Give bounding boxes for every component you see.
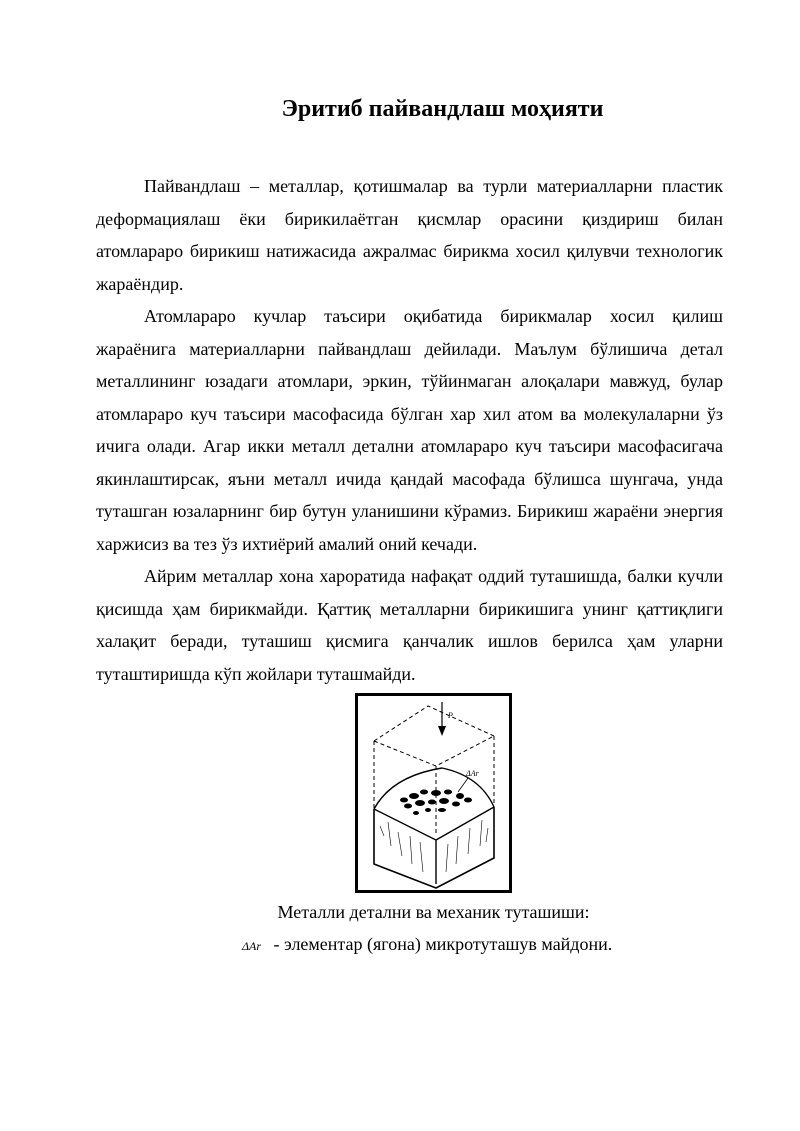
paragraph-1: Пайвандлаш – металлар, қотишмалар ва турли материалларни пластик деформациялаш ёки бирикилаётган қисмлар орасини қиздириш билан атомлараро бирикиш натижасида ажралмас бирикма хосил қилувчи технологик жараёндир. [96, 176, 723, 294]
body-text [96, 170, 723, 690]
paragraph-2: Атомлараро кучлар таъсири оқибатида бирикмалар хосил қилиш жараёнига материалларни пайвандлаш дейилади. Маълум бўлишича детал металлининг юзадаги атомлари, эркин, тўйинмаган алоқалари мавжуд, булар атомлараро куч таъсири масофасида бўлган хар хил атом ва молекулаларни ўз ичига олади. Агар икки металл детални атомлараро куч таъсири масофасигача якинлаштирсак, яъни металл ичида қандай масофада бўлишса шунгача, унда туташган юзаларнинг бир бутун уланишини кўрамиз. Бирикиш жараёни энергия харжисиз ва тез ўз ихтиёрий амалий оний кечади. [96, 306, 723, 554]
contact-diagram [358, 696, 509, 890]
legend-symbol: ΔAr [242, 939, 262, 953]
paragraph-3: Айрим металлар хона хароратида нафақат оддий туташишда, балки кучли қисишда ҳам бирикмайди. Қаттиқ металларни бирикишига унинг қаттиқлиги халақит беради, туташиш қисмига қанчалик ишлов берилса ҳам уларни туташтиришда кўп жойлари туташмайди. [96, 566, 723, 684]
force-arrow [438, 702, 446, 736]
page-title: Эритиб пайвандлаш моҳияти [281, 96, 604, 122]
figure-caption: Металли детални ва механик туташиши: [277, 902, 590, 922]
force-label: P [448, 711, 453, 720]
legend-text: - элементар (ягона) микротуташув майдони. [269, 934, 613, 954]
area-label: ΔAr [466, 769, 479, 778]
figure-legend [242, 934, 612, 955]
block-texture [380, 820, 488, 872]
contact-figure [355, 693, 512, 893]
